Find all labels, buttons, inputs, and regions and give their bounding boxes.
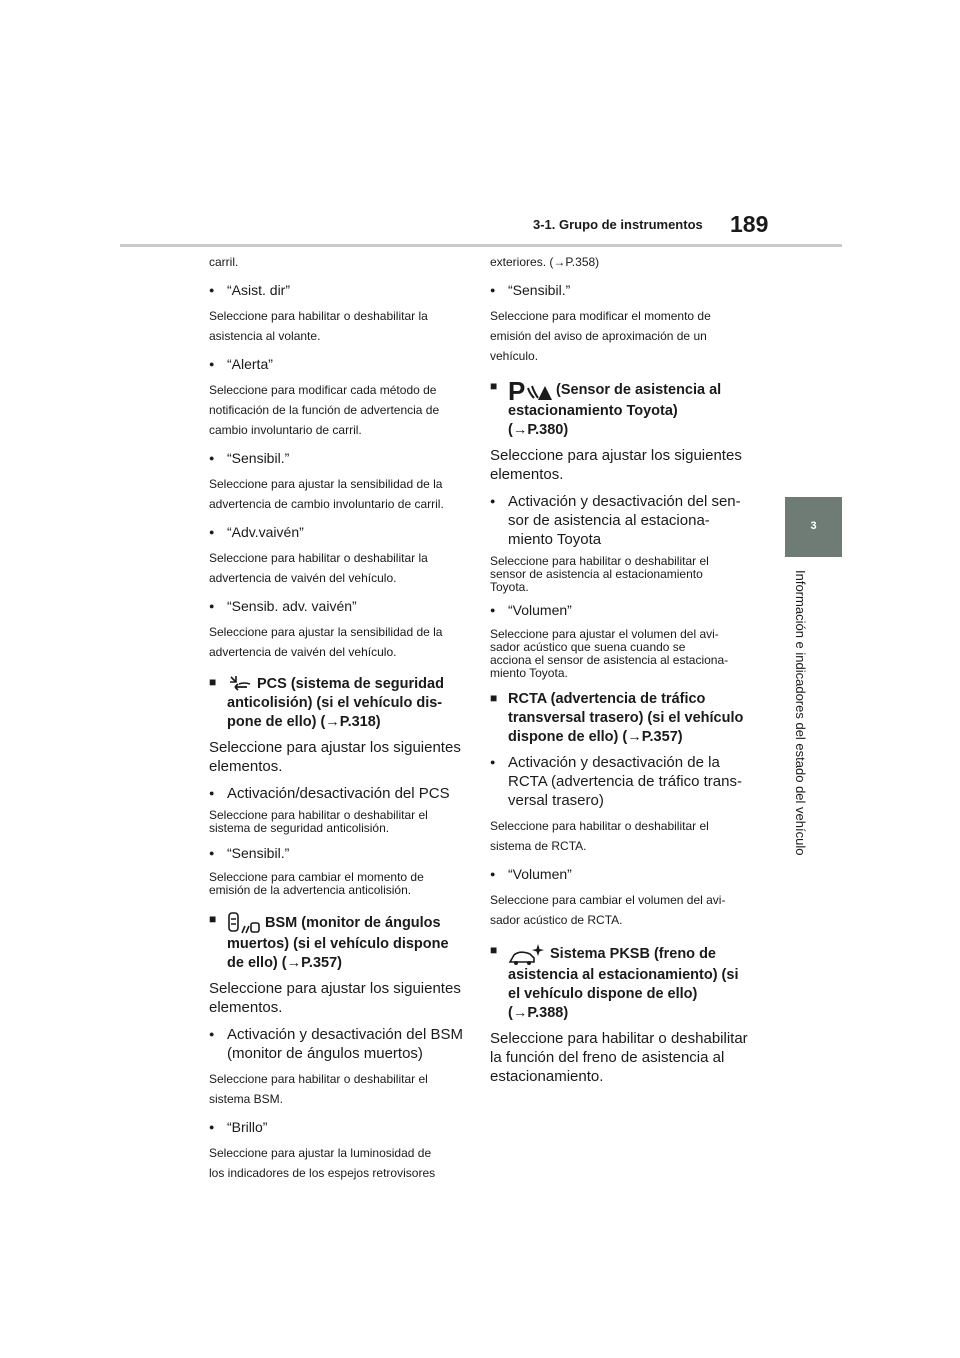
item-description: Toyota. xyxy=(490,580,529,594)
item-description: sador acústico que suena cuando se xyxy=(490,640,686,654)
left-column xyxy=(209,252,471,1183)
section-heading-bsm: ■ BSM (monitor de ángulos muertos) (si el vehículo dispone de ello) (→P.357) xyxy=(209,911,471,973)
item-description: Seleccione para ajustar la luminosidad de xyxy=(209,1146,432,1160)
bullet-icon xyxy=(490,600,508,622)
bullet-icon xyxy=(209,522,227,544)
parking-sensor-icon xyxy=(508,378,552,402)
item-description: Seleccione para ajustar el volumen del avi- xyxy=(490,627,719,641)
bullet-icon xyxy=(490,492,508,549)
section-intro: elementos. xyxy=(209,758,283,775)
list-item: ● “Volumen” xyxy=(490,864,752,886)
section-heading-parking-sensor: ■ P (Sensor de asistencia al estacionamiento Toyota) (→P.380) xyxy=(490,378,752,440)
item-description: Seleccione para habilitar o deshabilitar el xyxy=(209,808,428,822)
list-item: ● “Alerta” xyxy=(209,354,471,376)
square-bullet-icon xyxy=(490,378,508,440)
bullet-icon xyxy=(209,354,227,376)
item-description: Seleccione para habilitar o deshabilitar el xyxy=(209,1072,428,1086)
item-description: emisión del aviso de aproximación de un xyxy=(490,329,707,343)
bullet-icon xyxy=(490,864,508,886)
bullet-icon xyxy=(209,596,227,618)
item-description: sistema BSM. xyxy=(209,1092,284,1106)
page-number: 189 xyxy=(730,211,769,237)
item-description: Seleccione para cambiar el volumen del avi- xyxy=(490,893,726,907)
item-description: advertencia de vaivén del vehículo. xyxy=(209,571,397,585)
section-intro: Seleccione para ajustar los siguientes xyxy=(209,739,461,756)
list-item: ● “Sensibil.” xyxy=(209,843,471,865)
item-description: sistema de RCTA. xyxy=(490,839,587,853)
square-bullet-icon xyxy=(209,674,227,732)
section-intro: Seleccione para habilitar o deshabilitar xyxy=(490,1030,748,1047)
item-description: sador acústico de RCTA. xyxy=(490,913,623,927)
square-bullet-icon xyxy=(209,911,227,973)
list-item: ● Activación y desactivación del BSM (monitor de ángulos muertos) xyxy=(209,1025,471,1063)
bullet-icon xyxy=(209,843,227,865)
list-item: ● “Volumen” xyxy=(490,600,752,622)
bullet-icon xyxy=(209,784,227,805)
item-description: vehículo. xyxy=(490,349,539,363)
list-item: ● “Asist. dir” xyxy=(209,280,471,302)
chapter-label: Información e indicadores del estado del vehículo xyxy=(793,570,808,856)
list-item: ● “Brillo” xyxy=(209,1117,471,1139)
item-description: acciona el sensor de asistencia al estaciona- xyxy=(490,653,729,667)
item-description: Seleccione para modificar cada método de xyxy=(209,383,437,397)
square-bullet-icon xyxy=(490,942,508,1023)
section-heading-pcs: ■ PCS (sistema de seguridad anticolisión) (si el vehículo dis- pone de ello) (→P.318) xyxy=(209,674,471,732)
carry-text: carril. xyxy=(209,255,239,269)
item-description: Seleccione para habilitar o deshabilitar la xyxy=(209,551,428,565)
item-description: miento Toyota. xyxy=(490,666,568,680)
bsm-icon xyxy=(227,911,261,935)
pksb-icon xyxy=(508,942,546,966)
section-intro: estacionamiento. xyxy=(490,1068,604,1085)
item-description: Seleccione para ajustar la sensibilidad de la xyxy=(209,477,443,491)
svg-text:P: P xyxy=(508,378,526,402)
section-intro: elementos. xyxy=(209,999,283,1016)
item-description: Seleccione para ajustar la sensibilidad de la xyxy=(209,625,443,639)
bullet-icon xyxy=(209,448,227,470)
item-description: cambio involuntario de carril. xyxy=(209,423,362,437)
item-description: notificación de la función de advertencia de xyxy=(209,403,440,417)
section-intro: Seleccione para ajustar los siguientes xyxy=(209,980,461,997)
item-description: Seleccione para modificar el momento de xyxy=(490,309,711,323)
item-description: Seleccione para habilitar o deshabilitar el xyxy=(490,554,709,568)
carry-text: exteriores. (→P.358) xyxy=(490,255,600,269)
section-intro: la función del freno de asistencia al xyxy=(490,1049,725,1066)
item-description: emisión de la advertencia anticolisión. xyxy=(209,883,412,897)
item-description: Seleccione para habilitar o deshabilitar la xyxy=(209,309,428,323)
section-title: 3-1. Grupo de instrumentos xyxy=(533,217,703,232)
list-item: ● “Sensibil.” xyxy=(209,448,471,470)
header-divider xyxy=(120,244,842,247)
chapter-number: 3 xyxy=(810,520,817,532)
item-description: Seleccione para cambiar el momento de xyxy=(209,870,424,884)
list-item: ● Activación y desactivación del sen- sor de asistencia al estaciona- miento Toyota xyxy=(490,492,752,549)
bullet-icon xyxy=(490,280,508,302)
item-description: los indicadores de los espejos retrovisores xyxy=(209,1166,436,1180)
item-description: sistema de seguridad anticolisión. xyxy=(209,821,390,835)
right-column xyxy=(490,252,752,1086)
section-heading-pksb: ■ Sistema PKSB (freno de asistencia al estacionamiento) (si el vehículo dispone de ello) (→P.388) xyxy=(490,942,752,1023)
pcs-icon xyxy=(227,674,253,694)
list-item: ● “Sensib. adv. vaivén” xyxy=(209,596,471,618)
item-description: asistencia al volante. xyxy=(209,329,321,343)
list-item: ● Activación/desactivación del PCS xyxy=(209,784,471,805)
list-item: ● “Sensibil.” xyxy=(490,280,752,302)
bullet-icon xyxy=(209,1117,227,1139)
bullet-icon xyxy=(490,753,508,810)
section-intro: elementos. xyxy=(490,466,564,483)
item-description: advertencia de vaivén del vehículo. xyxy=(209,645,397,659)
list-item: ● “Adv.vaivén” xyxy=(209,522,471,544)
square-bullet-icon xyxy=(490,690,508,747)
section-heading-rcta: ■ RCTA (advertencia de tráfico transversal trasero) (si el vehículo dispone de ello) (→P.357) xyxy=(490,690,752,747)
bullet-icon xyxy=(209,1025,227,1063)
bullet-icon xyxy=(209,280,227,302)
list-item: ● Activación y desactivación de la RCTA (advertencia de tráfico trans- versal trasero) xyxy=(490,753,752,810)
item-description: Seleccione para habilitar o deshabilitar el xyxy=(490,819,709,833)
item-description: advertencia de cambio involuntario de carril. xyxy=(209,497,444,511)
section-intro: Seleccione para ajustar los siguientes xyxy=(490,447,742,464)
item-description: sensor de asistencia al estacionamiento xyxy=(490,567,703,581)
